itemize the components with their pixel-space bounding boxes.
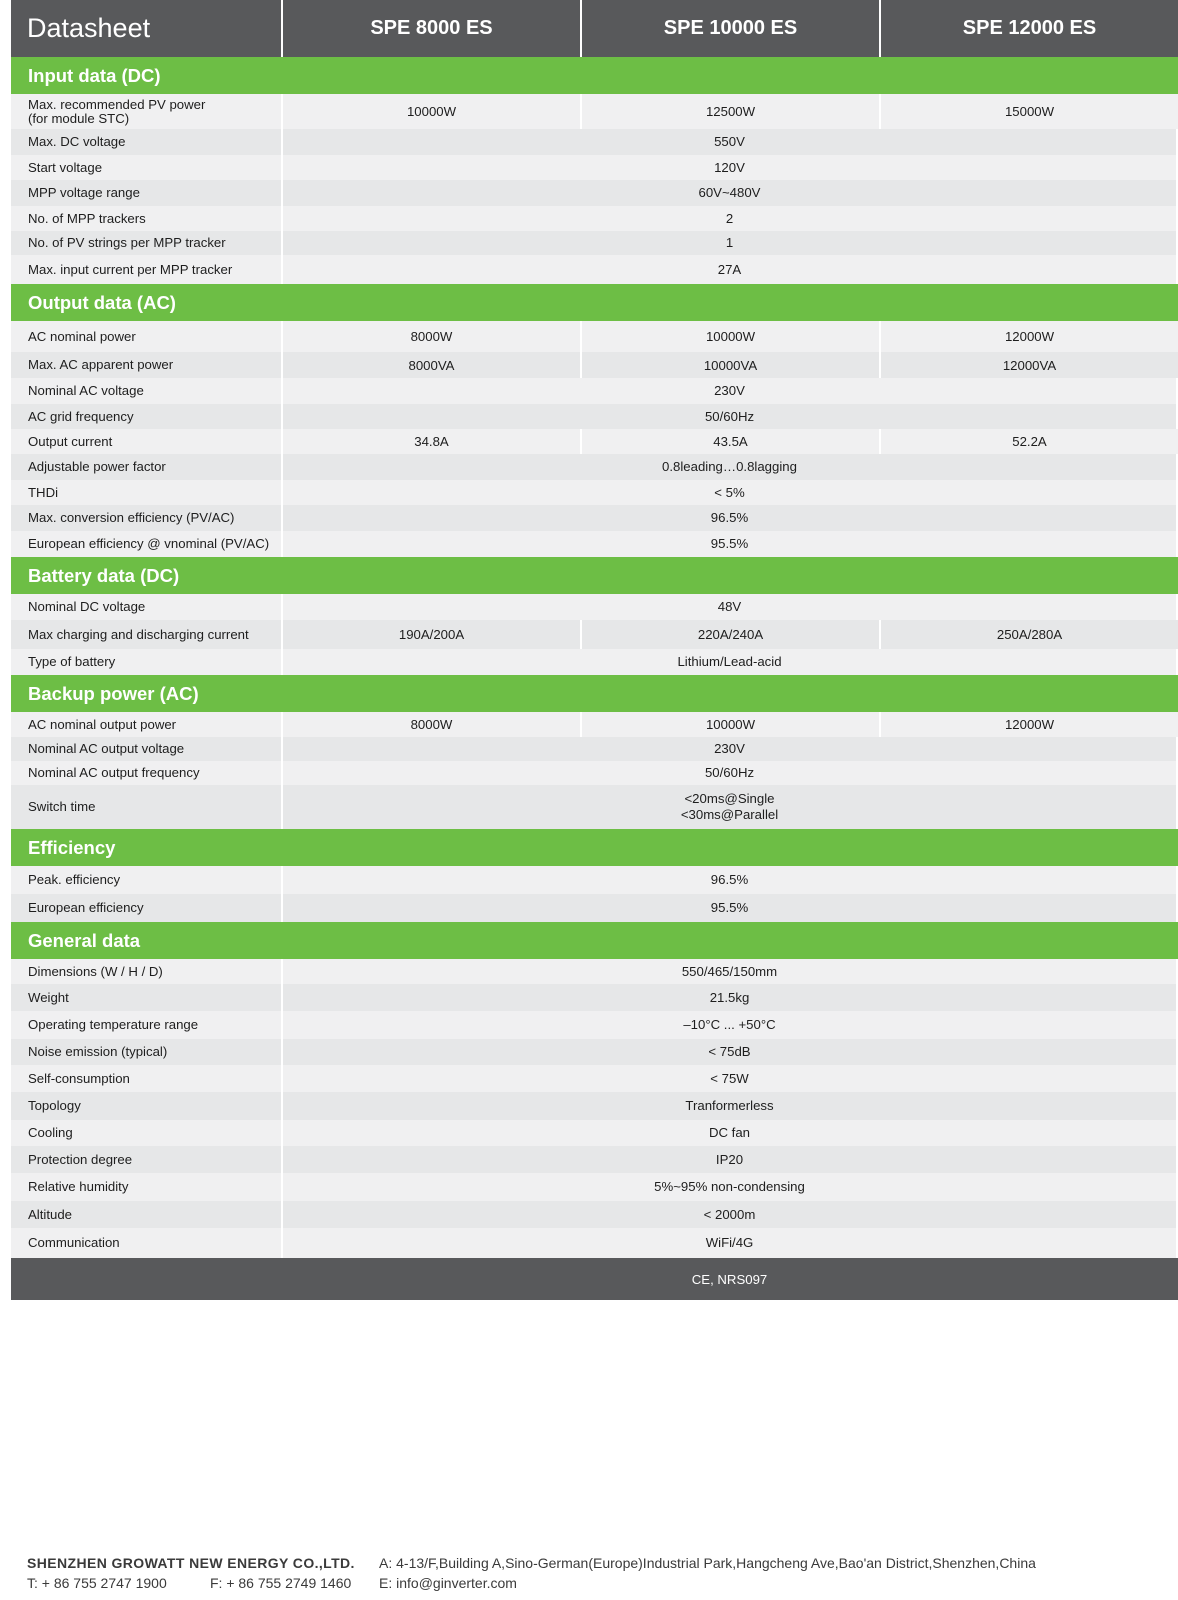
phone-number: T: + 86 755 2747 1900	[27, 1575, 167, 1591]
page-footer	[27, 1555, 1167, 1595]
row-value: –10°C ... +50°C	[283, 1011, 1176, 1039]
row-label: Dimensions (W / H / D)	[11, 959, 281, 984]
row-value: 8000W	[283, 712, 580, 737]
row-value: < 75dB	[283, 1039, 1176, 1065]
row-label: European efficiency @ vnominal (PV/AC)	[11, 531, 281, 557]
row-value: DC fan	[283, 1120, 1176, 1146]
section-header: Battery data (DC)	[11, 557, 1178, 594]
row-value: 96.5%	[283, 505, 1176, 531]
row-label: Nominal AC voltage	[11, 378, 281, 404]
row-value: 10000W	[283, 94, 580, 129]
row-value: 190A/200A	[283, 620, 580, 649]
row-label: AC nominal power	[11, 321, 281, 352]
table-row	[11, 866, 1178, 894]
table-row	[11, 531, 1178, 557]
section-header: Output data (AC)	[11, 284, 1178, 321]
email-address[interactable]: E: info@ginverter.com	[379, 1575, 517, 1591]
row-value: Lithium/Lead-acid	[283, 649, 1176, 675]
row-value: 48V	[283, 594, 1176, 620]
row-label: Noise emission (typical)	[11, 1039, 281, 1065]
table-row	[11, 620, 1178, 649]
table-row	[11, 594, 1178, 620]
table-row	[11, 231, 1178, 255]
row-label: Adjustable power factor	[11, 454, 281, 480]
table-row	[11, 180, 1178, 206]
row-value: 10000W	[582, 321, 879, 352]
row-value: 27A	[283, 255, 1176, 284]
row-value: < 2000m	[283, 1201, 1176, 1228]
table-row	[11, 454, 1178, 480]
row-label: Relative humidity	[11, 1173, 281, 1201]
table-row	[11, 1120, 1178, 1146]
row-value: 220A/240A	[582, 620, 879, 649]
row-label: Nominal DC voltage	[11, 594, 281, 620]
row-value: 0.8leading…0.8lagging	[283, 454, 1176, 480]
table-row	[11, 1011, 1178, 1039]
model-column-header: SPE 12000 ES	[881, 0, 1178, 57]
row-label: MPP voltage range	[11, 180, 281, 206]
fax-number: F: + 86 755 2749 1460	[210, 1575, 352, 1591]
row-value: < 75W	[283, 1065, 1176, 1092]
table-row	[11, 352, 1178, 378]
row-label: AC nominal output power	[11, 712, 281, 737]
table-row	[11, 1146, 1178, 1173]
row-value: 21.5kg	[283, 984, 1176, 1011]
row-label: Max. AC apparent power	[11, 352, 281, 378]
row-value: Tranformerless	[283, 1092, 1176, 1120]
row-value: 50/60Hz	[283, 761, 1176, 785]
table-row	[11, 1201, 1178, 1228]
row-label: Communication	[11, 1228, 281, 1258]
row-label: Max. conversion efficiency (PV/AC)	[11, 505, 281, 531]
row-label: AC grid frequency	[11, 404, 281, 429]
row-label: Weight	[11, 984, 281, 1011]
row-label: THDi	[11, 480, 281, 505]
row-value: 50/60Hz	[283, 404, 1176, 429]
row-value: 1	[283, 231, 1176, 255]
company-address: A: 4-13/F,Building A,Sino-German(Europe)Industrial Park,Hangcheng Ave,Bao'an District,Shenzhen,China	[379, 1555, 1036, 1571]
table-row	[11, 378, 1178, 404]
row-value: 52.2A	[881, 429, 1178, 454]
section-header: General data	[11, 922, 1178, 959]
row-label: Output current	[11, 429, 281, 454]
row-value: 5%~95% non-condensing	[283, 1173, 1176, 1201]
row-label: No. of PV strings per MPP tracker	[11, 231, 281, 255]
table-row	[11, 1173, 1178, 1201]
table-row	[11, 1065, 1178, 1092]
row-value: 12000VA	[881, 352, 1178, 378]
table-row	[11, 785, 1178, 829]
table-row	[11, 984, 1178, 1011]
row-label: Start voltage	[11, 155, 281, 180]
row-label: Nominal AC output frequency	[11, 761, 281, 785]
section-header: Efficiency	[11, 829, 1178, 866]
row-label: Topology	[11, 1092, 281, 1120]
table-row	[11, 1228, 1178, 1258]
row-value: <20ms@Single <30ms@Parallel	[283, 785, 1176, 829]
certification-row	[11, 1258, 1178, 1300]
table-row	[11, 737, 1178, 761]
model-column-header: SPE 8000 ES	[283, 0, 580, 57]
row-value: 34.8A	[283, 429, 580, 454]
company-name: SHENZHEN GROWATT NEW ENERGY CO.,LTD.	[27, 1555, 355, 1571]
row-value: 95.5%	[283, 894, 1176, 922]
row-value: WiFi/4G	[283, 1228, 1176, 1258]
table-row	[11, 206, 1178, 231]
row-value: 15000W	[881, 94, 1178, 129]
table-body	[11, 57, 1178, 1258]
table-row	[11, 1092, 1178, 1120]
row-label: Operating temperature range	[11, 1011, 281, 1039]
row-label: Max. input current per MPP tracker	[11, 255, 281, 284]
row-label: Peak. efficiency	[11, 866, 281, 894]
row-value: 2	[283, 206, 1176, 231]
table-row	[11, 649, 1178, 675]
table-row	[11, 321, 1178, 352]
table-row	[11, 1039, 1178, 1065]
row-value: 96.5%	[283, 866, 1176, 894]
table-header	[11, 0, 1178, 57]
datasheet-table	[11, 0, 1178, 1300]
table-row	[11, 94, 1178, 129]
row-value: 550V	[283, 129, 1176, 155]
row-value: 10000VA	[582, 352, 879, 378]
row-label: Type of battery	[11, 649, 281, 675]
table-row	[11, 959, 1178, 984]
row-value: 8000W	[283, 321, 580, 352]
row-label: Max. DC voltage	[11, 129, 281, 155]
section-header: Input data (DC)	[11, 57, 1178, 94]
table-row	[11, 480, 1178, 505]
table-row	[11, 761, 1178, 785]
table-row	[11, 129, 1178, 155]
row-label: Cooling	[11, 1120, 281, 1146]
row-value: 10000W	[582, 712, 879, 737]
row-value: 12000W	[881, 712, 1178, 737]
row-label: No. of MPP trackers	[11, 206, 281, 231]
datasheet-title: Datasheet	[11, 0, 281, 57]
row-label: Self-consumption	[11, 1065, 281, 1092]
table-row	[11, 404, 1178, 429]
row-value: 12000W	[881, 321, 1178, 352]
table-row	[11, 155, 1178, 180]
row-label: Protection degree	[11, 1146, 281, 1173]
row-value: 230V	[283, 378, 1176, 404]
table-row	[11, 894, 1178, 922]
section-header: Backup power (AC)	[11, 675, 1178, 712]
row-label: European efficiency	[11, 894, 281, 922]
table-row	[11, 505, 1178, 531]
model-column-header: SPE 10000 ES	[582, 0, 879, 57]
row-value: 95.5%	[283, 531, 1176, 557]
row-value: 12500W	[582, 94, 879, 129]
table-row	[11, 429, 1178, 454]
row-value: < 5%	[283, 480, 1176, 505]
table-row	[11, 255, 1178, 284]
row-value: IP20	[283, 1146, 1176, 1173]
row-value: 60V~480V	[283, 180, 1176, 206]
row-value: 43.5A	[582, 429, 879, 454]
table-row	[11, 712, 1178, 737]
row-value: 230V	[283, 737, 1176, 761]
row-label: Max charging and discharging current	[11, 620, 281, 649]
row-label: Altitude	[11, 1201, 281, 1228]
row-value: 550/465/150mm	[283, 959, 1176, 984]
row-label: Max. recommended PV power (for module STC)	[11, 94, 281, 129]
certification-value: CE, NRS097	[691, 1271, 768, 1287]
row-value: 250A/280A	[881, 620, 1178, 649]
row-value: 120V	[283, 155, 1176, 180]
row-label: Nominal AC output voltage	[11, 737, 281, 761]
row-label: Switch time	[11, 785, 281, 829]
row-value: 8000VA	[283, 352, 580, 378]
